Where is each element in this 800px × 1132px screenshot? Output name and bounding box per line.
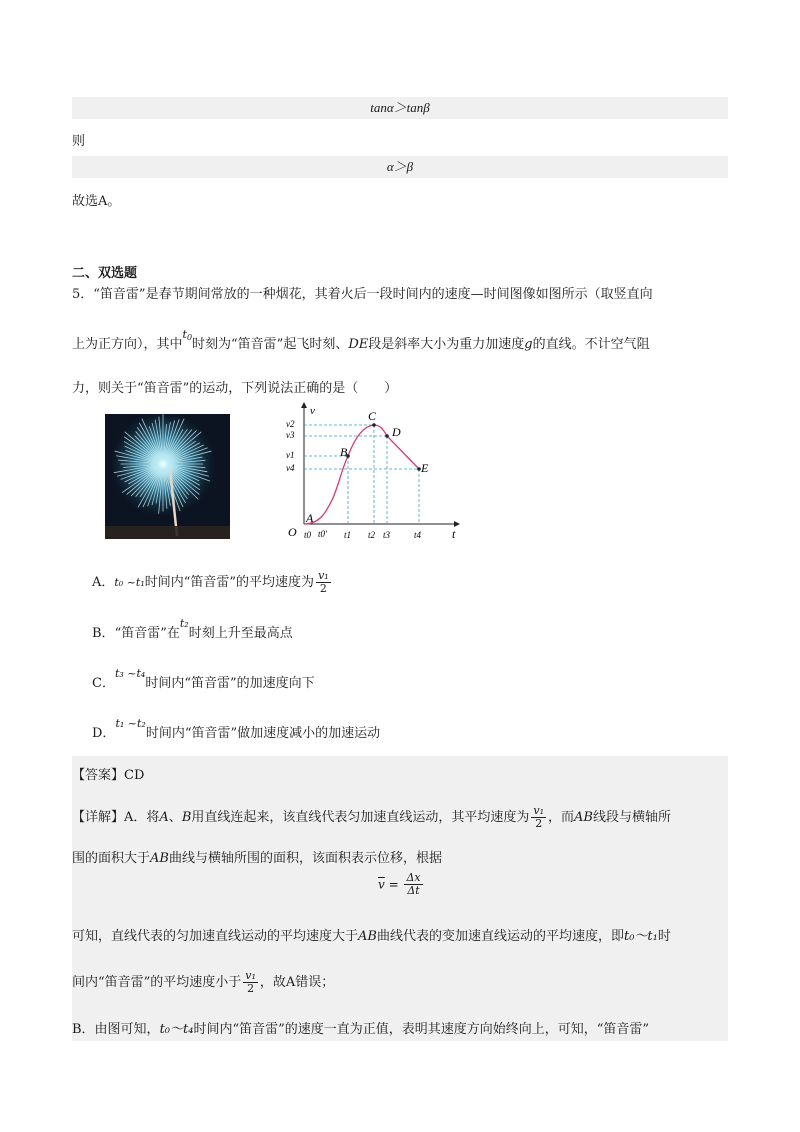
d3-a: 可知，直线代表的匀加速直线运动的平均速度大于: [72, 929, 359, 944]
d3-b: 曲线代表的变加速直线运动的平均速度，即: [376, 929, 624, 944]
tick-v2: v2: [286, 419, 295, 429]
origin-label: O: [288, 525, 297, 539]
d3-AB: AB: [358, 929, 377, 944]
option-D-range: t₁ ~t₂: [115, 717, 146, 730]
d2-a: 围的面积大于: [72, 851, 151, 866]
point-A-label: A: [306, 511, 314, 525]
d2-AB: AB: [150, 851, 169, 866]
formula-v: $\overline{v}$: [378, 877, 385, 892]
firework-ground: [105, 526, 230, 539]
equation-tan-text: tanα＞tanβ: [370, 100, 430, 115]
option-B-label: B．: [92, 626, 115, 641]
velocity-curve: [304, 425, 419, 524]
option-A-den: 2: [319, 582, 327, 595]
option-A-range: t₀ ~t₁: [114, 576, 145, 589]
d1-A: A: [159, 810, 169, 825]
q2-g: g: [524, 337, 533, 352]
section-title: 二、双选题: [72, 266, 138, 281]
d1-d: 线段与横轴所: [592, 810, 671, 825]
answer-label: 【答案】CD: [72, 768, 145, 783]
d1-a: A．将: [124, 810, 160, 825]
detail-line-2: [72, 847, 442, 866]
option-C-range: t₃ ~t₄: [114, 667, 146, 680]
q2-text-a: 上为正方向），其中: [72, 337, 183, 352]
d1-num: v₁: [533, 804, 545, 817]
d1-den: 2: [535, 817, 543, 830]
point-D-dot: [385, 434, 389, 438]
d4-fraction: [243, 970, 258, 995]
d1-c: ，而: [548, 810, 575, 825]
question-line-2: [72, 328, 650, 352]
option-B: [92, 617, 293, 641]
d5-range: t₀～t₄: [159, 1022, 194, 1037]
point-C-label: C: [368, 409, 377, 423]
d4-num: v₁: [245, 969, 256, 982]
q2-t0-letter: t: [182, 328, 187, 341]
q2-text-c: 段是斜率大小为重力加速度: [368, 337, 525, 352]
equation-tan: [72, 97, 728, 119]
option-D-label: D．: [92, 726, 116, 741]
q2-text-d: 的直线。不计空气阻: [532, 337, 650, 352]
axis-t-label: t: [452, 527, 456, 541]
option-A-label: A．: [92, 575, 115, 590]
detail-line-5: [72, 1018, 649, 1037]
q2-de: DE: [348, 337, 369, 352]
point-B-label: B: [340, 445, 348, 459]
equation-angle-text: α＞β: [386, 159, 414, 174]
option-D: [92, 717, 381, 741]
formula-den: Δt: [407, 884, 420, 897]
detail-line-3: [72, 925, 671, 944]
vt-graph: [282, 396, 462, 546]
d1-sep: 、: [168, 810, 182, 825]
axis-v-label: v: [310, 405, 315, 417]
guide-lines: [304, 425, 419, 524]
d5-b: 时间内“笛音雷”的速度一直为正值，表明其速度方向始终向上，可知，“笛音雷”: [193, 1022, 650, 1037]
formula-fraction: [404, 872, 422, 897]
tick-v1: v1: [286, 450, 295, 460]
d1-b: 用直线连起来，该直线代表匀加速直线运动，其平均速度为: [191, 810, 530, 825]
point-E-label: E: [421, 461, 429, 475]
option-A-num: v₁: [318, 569, 329, 582]
option-A: [92, 570, 333, 595]
tick-v4: v4: [286, 463, 295, 473]
d2-b: 曲线与横轴所围的面积，该面积表示位移，根据: [168, 851, 442, 866]
tick-t1: t1: [344, 530, 352, 540]
q2-t0: [183, 328, 193, 341]
detail-line-1: [72, 805, 671, 830]
tick-t0: t0: [304, 530, 312, 540]
d3-c: 时: [657, 929, 671, 944]
d1-AB: AB: [574, 810, 593, 825]
d4-den: 2: [247, 982, 255, 995]
formula-num: Δx: [406, 871, 421, 884]
formula-average-velocity: $\overline{v}$ = $\frac{\Delta x}{\Delta t}$: [378, 871, 421, 897]
tick-t4: t4: [414, 530, 422, 540]
tick-t0-prime: t0': [318, 529, 327, 539]
detail-label: 【详解】: [72, 810, 125, 825]
option-D-text: 时间内“笛音雷”做加速度减小的加速运动: [145, 726, 381, 741]
answer-block: [72, 756, 728, 1041]
then-text: 则: [72, 134, 86, 149]
option-C-label: C．: [92, 676, 115, 691]
point-D-label: D: [392, 425, 401, 439]
option-A-fraction: [316, 570, 331, 595]
option-B-text1: “笛音雷”在: [114, 626, 180, 641]
d1-B: B: [181, 810, 192, 825]
option-B-text2: 时刻上升至最高点: [188, 626, 293, 641]
d1-fraction: [531, 805, 546, 830]
q2-t0-sub: 0: [186, 333, 193, 342]
tick-t2: t2: [368, 530, 376, 540]
v-axis-arrow: [301, 402, 307, 408]
q2-text-b: 时刻为“笛音雷”起飞时刻、: [192, 337, 349, 352]
d4-b: ，故A错误；: [259, 975, 335, 990]
d5-a: B．由图可知，: [72, 1022, 160, 1037]
equation-angle: [72, 156, 728, 178]
option-C: [92, 667, 315, 691]
tick-t3: t3: [383, 530, 391, 540]
detail-line-4: [72, 970, 334, 995]
d4-a: 间内“笛音雷”的平均速度小于: [72, 975, 242, 990]
option-C-text: 时间内“笛音雷”的加速度向下: [145, 676, 315, 691]
question-line-1: 5．“笛音雷”是春节期间常放的一种烟花，其着火后一段时间内的速度—时间图像如图所示（取竖直向: [72, 287, 653, 302]
option-A-text: 时间内“笛音雷”的平均速度为: [144, 575, 315, 590]
firework-photo: [105, 414, 230, 539]
d3-range: t₀～t₁: [623, 929, 658, 944]
tick-v3: v3: [286, 430, 295, 440]
point-C-dot: [372, 423, 376, 427]
option-B-t: t₂: [179, 617, 189, 630]
conclusion-text: 故选A。: [72, 194, 121, 209]
question-line-3: 力，则关于“笛音雷”的运动，下列说法正确的是（ ）: [72, 381, 398, 396]
